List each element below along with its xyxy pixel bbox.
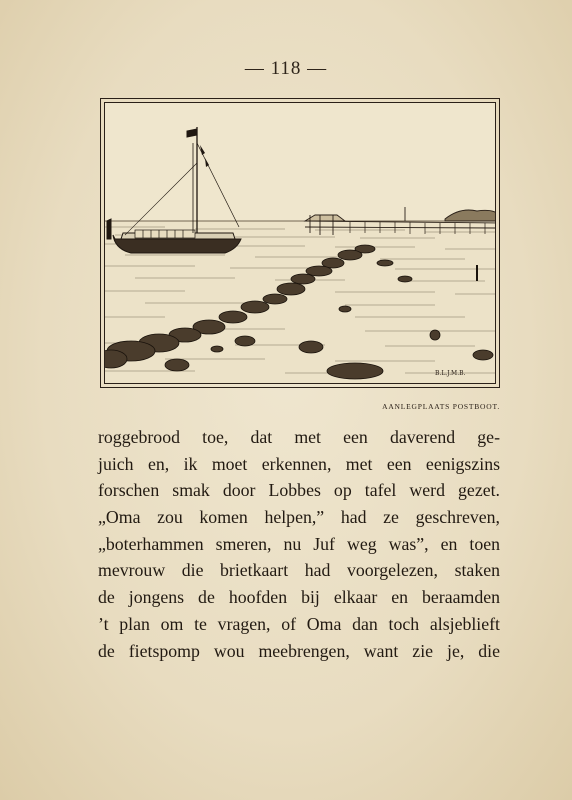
text-line: „Oma zou komen helpen,” had ze geschreven, (98, 507, 500, 528)
text-line: juich en, ik moet erkennen, met een eenigszins (98, 453, 500, 474)
text-line: de fietspomp wou meebrengen, want zie je, die (98, 640, 500, 661)
harbor-engraving (105, 103, 496, 384)
text-line: forschen smak door Lobbes op tafel werd gezet. (98, 480, 500, 501)
illustration (104, 102, 496, 384)
sky (105, 103, 496, 221)
body-text (98, 424, 500, 664)
rocks (105, 245, 493, 379)
text-line: de jongens de hoofden bij elkaar en beraamden (98, 587, 500, 608)
text-line: roggebrood toe, dat met een daverend ge- (98, 427, 500, 447)
text-line: ’t plan om te vragen, of Oma dan toch alsjeblieft (98, 613, 500, 634)
artist-signature: B.L.J.M.B. (435, 370, 466, 377)
illustration-caption: AANLEGPLAATS POSTBOOT. (382, 402, 500, 411)
page-number: — 118 — (244, 58, 328, 79)
text-line: mevrouw die brietkaart had voorgelezen, staken (98, 560, 500, 581)
text-line: „boterhammen smeren, nu Juf weg was”, en toen (98, 533, 500, 554)
